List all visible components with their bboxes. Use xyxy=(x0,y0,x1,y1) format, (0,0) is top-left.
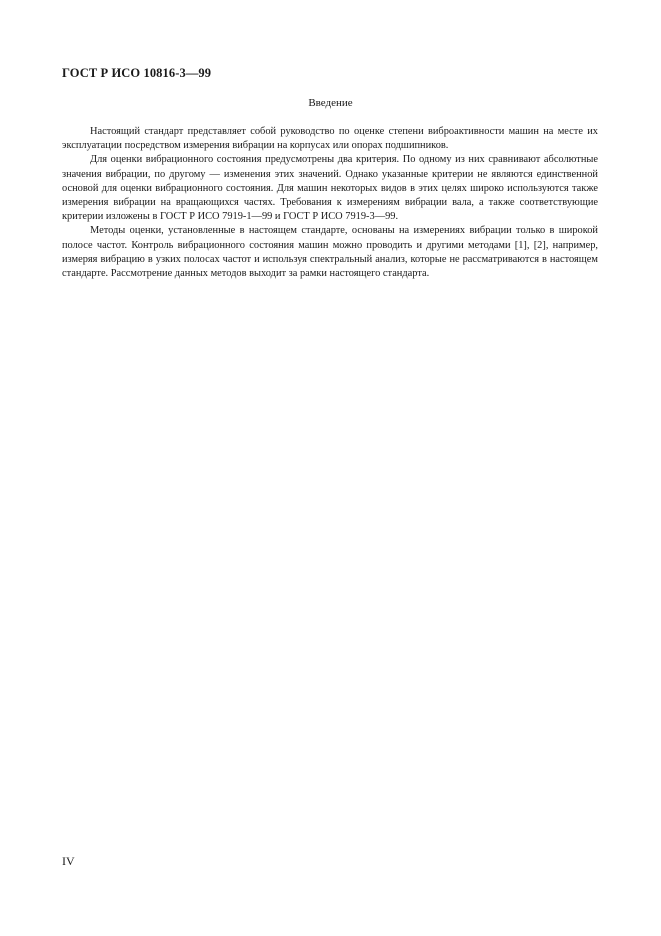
paragraph: Настоящий стандарт представляет собой руководство по оценке степени виброактивности машин на месте их эксплуатации посредством измерения вибрации на корпусах или опорах подшипников. xyxy=(62,126,598,152)
section-title: Введение xyxy=(308,97,353,109)
document-header: ГОСТ Р ИСО 10816-3—99 xyxy=(62,66,212,80)
page-number: IV xyxy=(62,854,75,868)
section-body xyxy=(62,125,598,281)
paragraph: Для оценки вибрационного состояния предусмотрены два критерия. По одному из них сравнивают абсолютные значения вибрации, по другому — изменения этих значений. Однако указанные критерии не являются единственной основой для оценки вибрационного состояния. Для машин некоторых видов в этих целях широко используются также измерения вибрации на вращающихся частях. Требования к измерениям вибрации вала, а также соответствующие критерии изложены в ГОСТ Р ИСО 7919-1—99 и ГОСТ Р ИСО 7919-3—99. xyxy=(62,154,598,223)
paragraph: Методы оценки, установленные в настоящем стандарте, основаны на измерениях вибрации только в широкой полосе частот. Контроль вибрационного состояния машин можно проводить и другими методами [1], [2], например, измеряя вибрацию в узких полосах частот и используя спектральный анализ, которые не рассматриваются в настоящем стандарте. Рассмотрение данных методов выходит за рамки настоящего стандарта. xyxy=(62,225,598,280)
